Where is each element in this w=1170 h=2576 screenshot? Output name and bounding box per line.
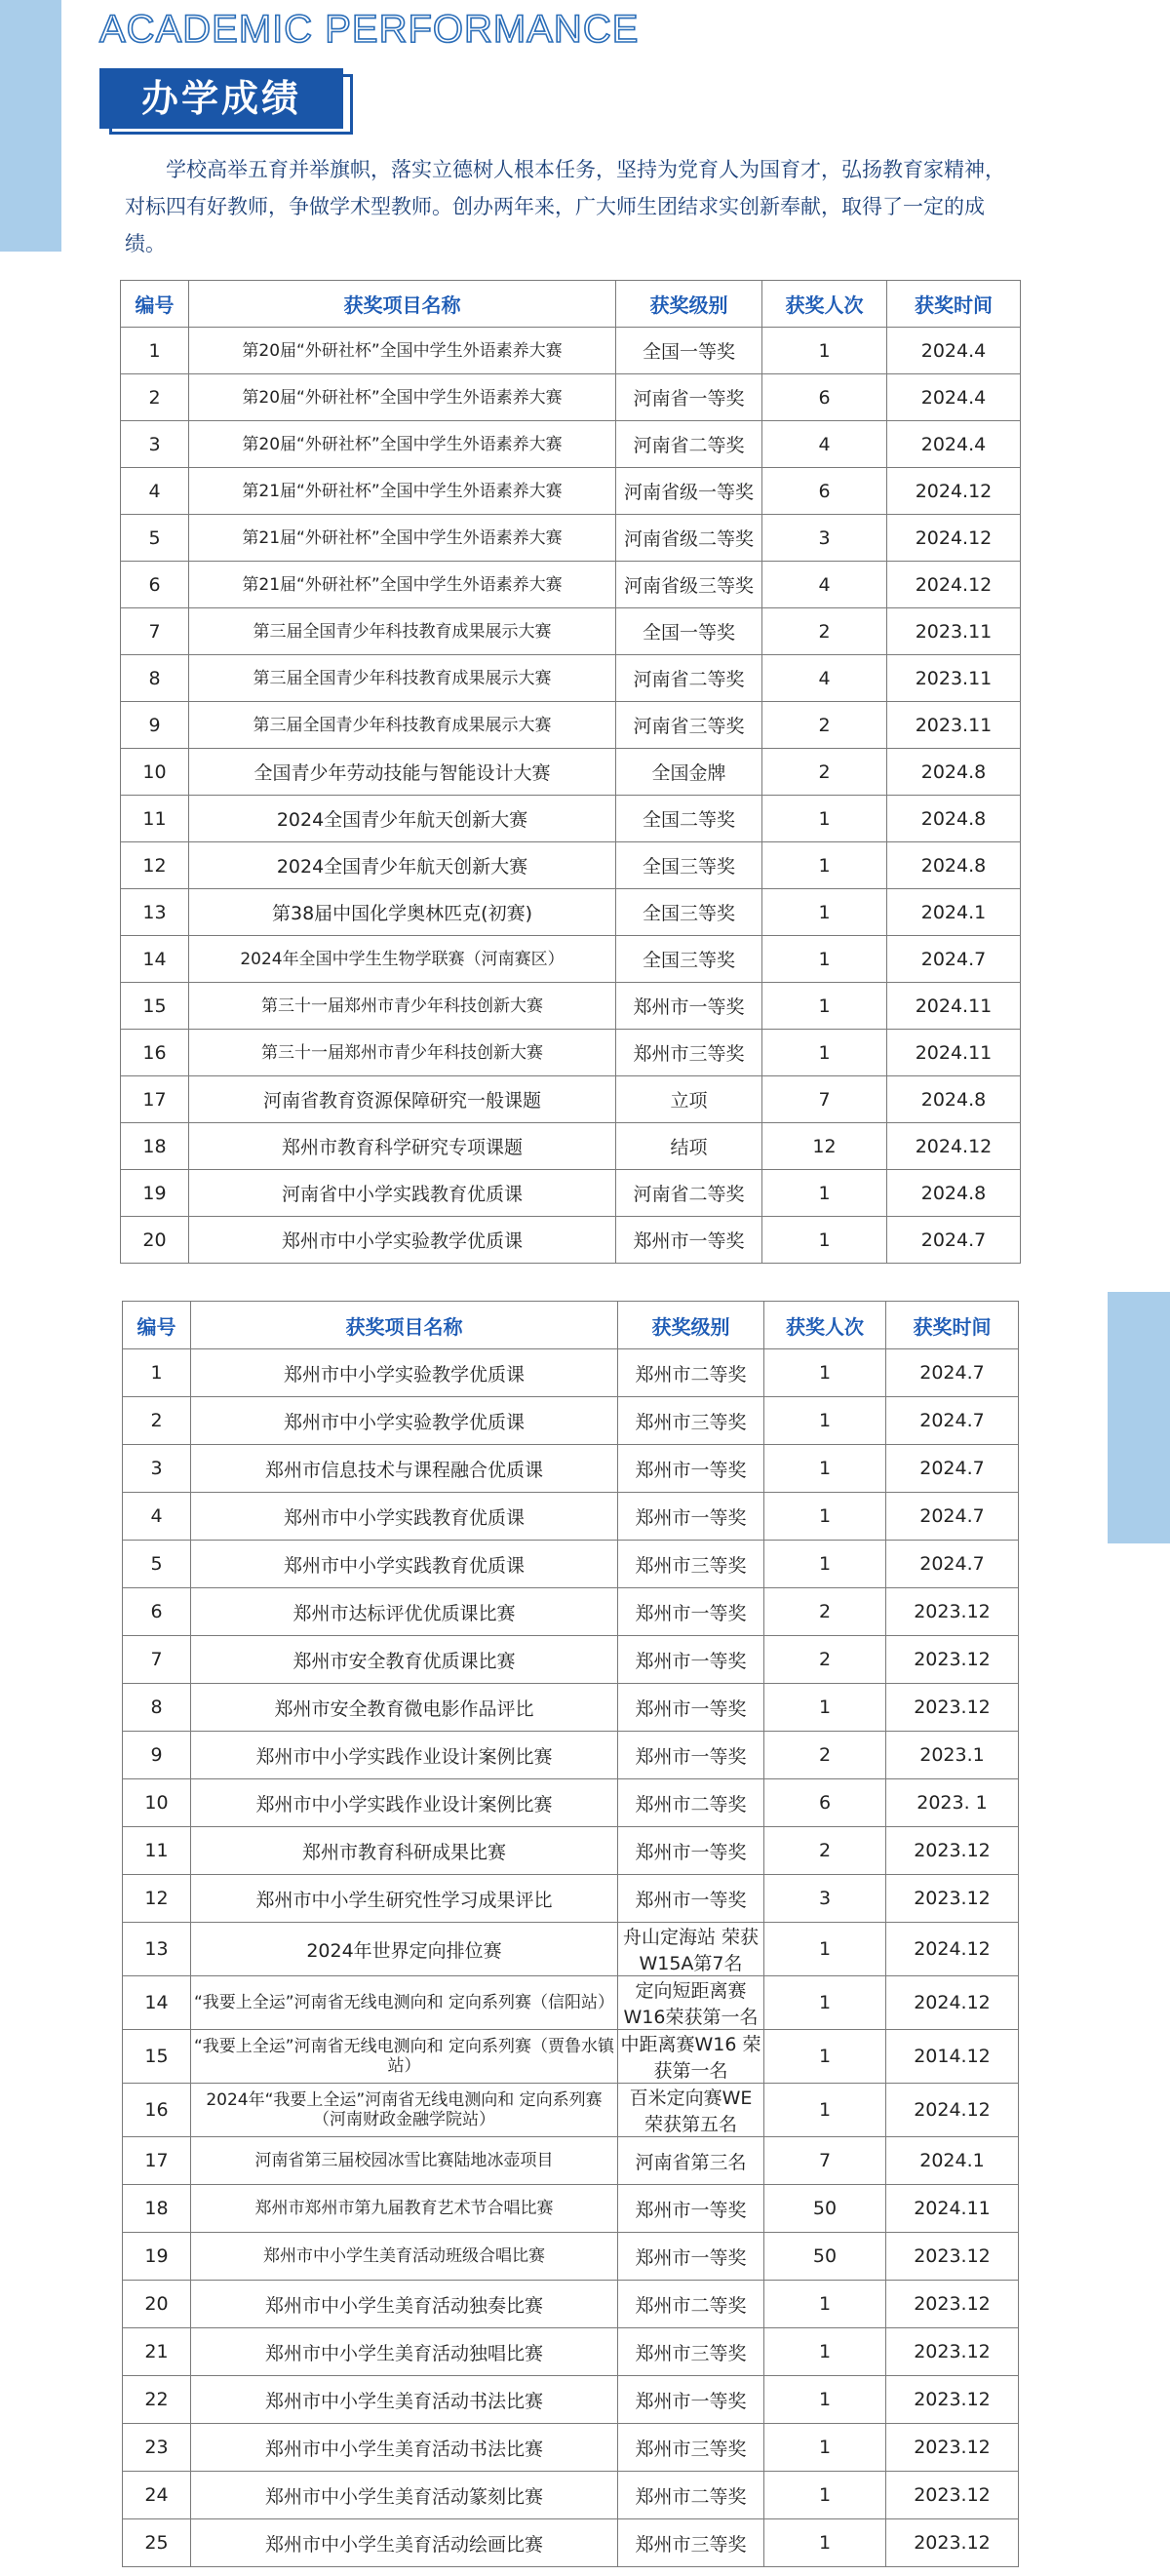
table-row: [121, 749, 1021, 796]
table-row: [121, 702, 1021, 749]
awards-table-1: [120, 280, 1021, 1264]
cell-name: 郑州市中小学生美育活动书法比赛: [191, 2376, 618, 2424]
cell-count: 1: [762, 1170, 887, 1217]
cell-time: 2024.12: [886, 2084, 1019, 2137]
cell-name: 郑州市安全教育微电影作品评比: [191, 1684, 618, 1732]
cell-name: 第三届全国青少年科技教育成果展示大赛: [189, 608, 616, 655]
cell-no: 6: [121, 562, 189, 608]
table-row: [123, 1349, 1019, 1397]
cell-level: 郑州市三等奖: [618, 2328, 764, 2376]
cell-count: 2: [764, 1732, 886, 1779]
cell-count: 3: [764, 1875, 886, 1923]
cell-count: 3: [762, 515, 887, 562]
table-row: [121, 1076, 1021, 1123]
cell-time: 2024.12: [886, 1976, 1019, 2030]
cell-count: 1: [764, 1541, 886, 1588]
cell-count: 1: [762, 1217, 887, 1264]
cell-level: 郑州市二等奖: [618, 2472, 764, 2519]
table-row: [121, 328, 1021, 374]
cell-level: 郑州市三等奖: [618, 2424, 764, 2472]
cell-level: 郑州市一等奖: [618, 1875, 764, 1923]
cell-count: 2: [764, 1827, 886, 1875]
cell-level: 郑州市三等奖: [618, 2519, 764, 2567]
cell-level: 全国一等奖: [616, 328, 762, 374]
cell-level: 全国二等奖: [616, 796, 762, 842]
table-row: [123, 1636, 1019, 1684]
cell-no: 1: [121, 328, 189, 374]
cell-no: 7: [123, 1636, 191, 1684]
cell-name: 郑州市中小学实践教育优质课: [191, 1493, 618, 1541]
table-row: [123, 2185, 1019, 2233]
cell-no: 20: [123, 2281, 191, 2328]
cell-count: 2: [762, 702, 887, 749]
table-row: [121, 655, 1021, 702]
cell-level: 全国三等奖: [616, 936, 762, 983]
cell-level: 全国金牌: [616, 749, 762, 796]
header-level: 获奖级别: [618, 1302, 764, 1349]
cell-time: 2023.12: [886, 2424, 1019, 2472]
cell-level: 郑州市一等奖: [616, 983, 762, 1030]
cell-time: 2023.11: [887, 608, 1021, 655]
cell-count: 2: [764, 1636, 886, 1684]
cell-no: 24: [123, 2472, 191, 2519]
cell-time: 2024.11: [886, 2185, 1019, 2233]
cell-count: 2: [762, 608, 887, 655]
cell-name: 第三届全国青少年科技教育成果展示大赛: [189, 655, 616, 702]
cell-level: 结项: [616, 1123, 762, 1170]
table-row: [123, 1779, 1019, 1827]
table-row: [121, 936, 1021, 983]
cell-name: 郑州市教育科学研究专项课题: [189, 1123, 616, 1170]
cell-level: 郑州市一等奖: [618, 1732, 764, 1779]
cell-level: 河南省二等奖: [616, 1170, 762, 1217]
cell-time: 2023.11: [887, 655, 1021, 702]
cell-no: 16: [121, 1030, 189, 1076]
cell-name: 郑州市教育科研成果比赛: [191, 1827, 618, 1875]
table-row: [121, 842, 1021, 889]
cell-count: 1: [764, 1349, 886, 1397]
cell-time: 2023.12: [886, 1588, 1019, 1636]
cell-time: 2024.4: [887, 374, 1021, 421]
decorative-side-bar-right: [1108, 1292, 1170, 1543]
cell-level: 郑州市一等奖: [616, 1217, 762, 1264]
cell-no: 6: [123, 1588, 191, 1636]
cell-time: 2024.4: [887, 421, 1021, 468]
chinese-title-block: [99, 68, 351, 135]
cell-level: 河南省级一等奖: [616, 468, 762, 515]
cell-no: 8: [123, 1684, 191, 1732]
cell-no: 18: [123, 2185, 191, 2233]
cell-count: 4: [762, 655, 887, 702]
table-row: [123, 1976, 1019, 2030]
chinese-title: 办学成绩: [99, 68, 343, 129]
cell-level: 全国三等奖: [616, 889, 762, 936]
cell-no: 15: [123, 2030, 191, 2084]
cell-time: 2024.7: [887, 936, 1021, 983]
cell-name: 郑州市安全教育优质课比赛: [191, 1636, 618, 1684]
cell-time: 2024.7: [886, 1397, 1019, 1445]
cell-level: 郑州市一等奖: [618, 1636, 764, 1684]
cell-no: 1: [123, 1349, 191, 1397]
cell-time: 2024.11: [887, 1030, 1021, 1076]
cell-no: 20: [121, 1217, 189, 1264]
cell-level: 河南省二等奖: [616, 655, 762, 702]
cell-level: 河南省级二等奖: [616, 515, 762, 562]
cell-count: 1: [762, 842, 887, 889]
table-row: [123, 1493, 1019, 1541]
cell-count: 2: [764, 1588, 886, 1636]
cell-level: 河南省一等奖: [616, 374, 762, 421]
cell-time: 2024.12: [887, 562, 1021, 608]
cell-name: 郑州市中小学实验教学优质课: [189, 1217, 616, 1264]
cell-time: 2023.12: [886, 2233, 1019, 2281]
decorative-side-bar-top: [0, 0, 61, 252]
cell-name: 2024全国青少年航天创新大赛: [189, 796, 616, 842]
cell-count: 1: [764, 2472, 886, 2519]
cell-count: 1: [762, 328, 887, 374]
cell-level: 立项: [616, 1076, 762, 1123]
cell-no: 13: [123, 1923, 191, 1976]
cell-level: 河南省第三名: [618, 2137, 764, 2185]
cell-name: 第三届全国青少年科技教育成果展示大赛: [189, 702, 616, 749]
cell-level: 郑州市二等奖: [618, 1349, 764, 1397]
cell-no: 14: [123, 1976, 191, 2030]
table-row: [123, 2281, 1019, 2328]
header-no: 编号: [121, 281, 189, 328]
cell-no: 12: [123, 1875, 191, 1923]
cell-level: 舟山定海站 荣获W15A第7名: [618, 1923, 764, 1976]
cell-level: 郑州市二等奖: [618, 2281, 764, 2328]
cell-no: 18: [121, 1123, 189, 1170]
cell-no: 22: [123, 2376, 191, 2424]
cell-level: 郑州市三等奖: [618, 1397, 764, 1445]
table-row: [121, 796, 1021, 842]
cell-level: 郑州市一等奖: [618, 2376, 764, 2424]
cell-time: 2024.7: [886, 1541, 1019, 1588]
table-row: [121, 421, 1021, 468]
cell-no: 19: [123, 2233, 191, 2281]
cell-name: “我要上全运”河南省无线电测向和 定向系列赛（贾鲁水镇站）: [191, 2030, 618, 2084]
cell-name: 郑州市中小学生美育活动篆刻比赛: [191, 2472, 618, 2519]
cell-time: 2024.7: [887, 1217, 1021, 1264]
cell-level: 郑州市三等奖: [616, 1030, 762, 1076]
cell-level: 河南省三等奖: [616, 702, 762, 749]
table-row: [123, 2424, 1019, 2472]
table-row: [123, 2519, 1019, 2567]
cell-name: 郑州市中小学实验教学优质课: [191, 1349, 618, 1397]
cell-name: 郑州市中小学生研究性学习成果评比: [191, 1875, 618, 1923]
table-header-row: [123, 1302, 1019, 1349]
cell-no: 9: [123, 1732, 191, 1779]
cell-count: 1: [764, 2328, 886, 2376]
cell-no: 5: [121, 515, 189, 562]
table-row: [121, 468, 1021, 515]
cell-time: 2023.12: [886, 2328, 1019, 2376]
cell-name: 郑州市中小学生美育活动独唱比赛: [191, 2328, 618, 2376]
cell-count: 7: [762, 1076, 887, 1123]
cell-name: 郑州市信息技术与课程融合优质课: [191, 1445, 618, 1493]
cell-time: 2023.1: [886, 1732, 1019, 1779]
table-row: [121, 1170, 1021, 1217]
cell-count: 7: [764, 2137, 886, 2185]
cell-name: 全国青少年劳动技能与智能设计大赛: [189, 749, 616, 796]
cell-level: 郑州市二等奖: [618, 1779, 764, 1827]
cell-count: 6: [762, 374, 887, 421]
table-row: [123, 2233, 1019, 2281]
cell-count: 4: [762, 562, 887, 608]
cell-time: 2024.7: [886, 1349, 1019, 1397]
header-count: 获奖人次: [762, 281, 887, 328]
cell-no: 23: [123, 2424, 191, 2472]
cell-time: 2023.12: [886, 2376, 1019, 2424]
table-row: [121, 1030, 1021, 1076]
cell-count: 1: [764, 1397, 886, 1445]
cell-time: 2023.12: [886, 1684, 1019, 1732]
header-no: 编号: [123, 1302, 191, 1349]
cell-time: 2014.12: [886, 2030, 1019, 2084]
cell-time: 2024.7: [886, 1445, 1019, 1493]
cell-count: 4: [762, 421, 887, 468]
cell-level: 百米定向赛WE 荣获第五名: [618, 2084, 764, 2137]
cell-time: 2024.1: [886, 2137, 1019, 2185]
cell-level: 定向短距离赛 W16荣获第一名: [618, 1976, 764, 2030]
cell-name: 第21届“外研社杯”全国中学生外语素养大赛: [189, 562, 616, 608]
cell-no: 21: [123, 2328, 191, 2376]
cell-no: 2: [123, 1397, 191, 1445]
cell-no: 16: [123, 2084, 191, 2137]
table-row: [123, 2084, 1019, 2137]
cell-name: 第20届“外研社杯”全国中学生外语素养大赛: [189, 421, 616, 468]
cell-count: 1: [764, 2519, 886, 2567]
cell-level: 郑州市一等奖: [618, 1588, 764, 1636]
cell-no: 13: [121, 889, 189, 936]
cell-time: 2024.12: [887, 468, 1021, 515]
header-time: 获奖时间: [886, 1302, 1019, 1349]
intro-paragraph: 学校高举五育并举旗帜，落实立德树人根本任务，坚持为党育人为国育才，弘扬教育家精神，对标四有好教师，争做学术型教师。创办两年来，广大师生团结求实创新奉献，取得了一定的成绩。: [125, 158, 1005, 255]
cell-name: 第三十一届郑州市青少年科技创新大赛: [189, 983, 616, 1030]
cell-name: 郑州市中小学实践作业设计案例比赛: [191, 1779, 618, 1827]
table-row: [123, 1588, 1019, 1636]
cell-name: 河南省教育资源保障研究一般课题: [189, 1076, 616, 1123]
cell-level: 郑州市一等奖: [618, 1445, 764, 1493]
cell-no: 25: [123, 2519, 191, 2567]
cell-level: 郑州市一等奖: [618, 1827, 764, 1875]
table-row: [121, 983, 1021, 1030]
cell-name: 郑州市中小学生美育活动书法比赛: [191, 2424, 618, 2472]
cell-count: 1: [764, 2281, 886, 2328]
cell-name: 第21届“外研社杯”全国中学生外语素养大赛: [189, 515, 616, 562]
cell-no: 10: [121, 749, 189, 796]
table-row: [123, 1732, 1019, 1779]
cell-level: 郑州市一等奖: [618, 2233, 764, 2281]
cell-time: 2024.12: [887, 1123, 1021, 1170]
cell-no: 4: [121, 468, 189, 515]
cell-count: 1: [764, 2030, 886, 2084]
table-row: [121, 1123, 1021, 1170]
cell-time: 2024.8: [887, 796, 1021, 842]
cell-time: 2024.8: [887, 1076, 1021, 1123]
table-row: [123, 1541, 1019, 1588]
table-row: [123, 1827, 1019, 1875]
table-row: [121, 515, 1021, 562]
cell-name: 河南省第三届校园冰雪比赛陆地冰壶项目: [191, 2137, 618, 2185]
cell-name: 第三十一届郑州市青少年科技创新大赛: [189, 1030, 616, 1076]
cell-time: 2023.12: [886, 2281, 1019, 2328]
cell-name: 郑州市中小学实践教育优质课: [191, 1541, 618, 1588]
cell-count: 12: [762, 1123, 887, 1170]
table-row: [123, 1397, 1019, 1445]
cell-count: 1: [764, 1684, 886, 1732]
cell-no: 9: [121, 702, 189, 749]
cell-name: 郑州市郑州市第九届教育艺术节合唱比赛: [191, 2185, 618, 2233]
cell-count: 1: [764, 1493, 886, 1541]
cell-name: 2024年世界定向排位赛: [191, 1923, 618, 1976]
cell-time: 2023.12: [886, 2519, 1019, 2567]
cell-name: “我要上全运”河南省无线电测向和 定向系列赛（信阳站）: [191, 1976, 618, 2030]
table-row: [123, 1923, 1019, 1976]
cell-level: 中距离赛W16 荣获第一名: [618, 2030, 764, 2084]
cell-no: 15: [121, 983, 189, 1030]
cell-no: 2: [121, 374, 189, 421]
table-row: [123, 2030, 1019, 2084]
cell-count: 1: [764, 1923, 886, 1976]
cell-time: 2023.12: [886, 1636, 1019, 1684]
cell-level: 郑州市一等奖: [618, 1493, 764, 1541]
cell-count: 1: [764, 2084, 886, 2137]
cell-level: 郑州市一等奖: [618, 2185, 764, 2233]
cell-count: 1: [764, 2376, 886, 2424]
cell-name: 郑州市中小学生美育活动绘画比赛: [191, 2519, 618, 2567]
header-name: 获奖项目名称: [189, 281, 616, 328]
cell-count: 1: [762, 983, 887, 1030]
cell-count: 1: [762, 1030, 887, 1076]
cell-time: 2023. 1: [886, 1779, 1019, 1827]
cell-count: 1: [764, 1445, 886, 1493]
cell-time: 2024.12: [886, 1923, 1019, 1976]
header-name: 获奖项目名称: [191, 1302, 618, 1349]
cell-name: 郑州市达标评优优质课比赛: [191, 1588, 618, 1636]
cell-name: 郑州市中小学实验教学优质课: [191, 1397, 618, 1445]
cell-count: 50: [764, 2185, 886, 2233]
table-row: [121, 562, 1021, 608]
cell-no: 14: [121, 936, 189, 983]
cell-no: 3: [123, 1445, 191, 1493]
cell-time: 2024.12: [887, 515, 1021, 562]
cell-level: 郑州市一等奖: [618, 1684, 764, 1732]
table-row: [123, 2376, 1019, 2424]
cell-time: 2024.4: [887, 328, 1021, 374]
cell-no: 11: [121, 796, 189, 842]
cell-no: 4: [123, 1493, 191, 1541]
table-row: [121, 889, 1021, 936]
cell-level: 全国三等奖: [616, 842, 762, 889]
cell-no: 7: [121, 608, 189, 655]
cell-count: 6: [762, 468, 887, 515]
table-row: [121, 1217, 1021, 1264]
table-header-row: [121, 281, 1021, 328]
cell-time: 2023.11: [887, 702, 1021, 749]
cell-time: 2024.8: [887, 1170, 1021, 1217]
table-row: [123, 2137, 1019, 2185]
cell-count: 1: [764, 1976, 886, 2030]
cell-name: 郑州市中小学生美育活动独奏比赛: [191, 2281, 618, 2328]
cell-level: 河南省二等奖: [616, 421, 762, 468]
cell-no: 11: [123, 1827, 191, 1875]
cell-name: 郑州市中小学生美育活动班级合唱比赛: [191, 2233, 618, 2281]
cell-time: 2024.7: [886, 1493, 1019, 1541]
cell-count: 2: [762, 749, 887, 796]
cell-level: 全国一等奖: [616, 608, 762, 655]
cell-time: 2024.8: [887, 842, 1021, 889]
cell-time: 2023.12: [886, 1875, 1019, 1923]
table-row: [123, 2472, 1019, 2519]
cell-no: 12: [121, 842, 189, 889]
cell-level: 郑州市三等奖: [618, 1541, 764, 1588]
cell-name: 2024全国青少年航天创新大赛: [189, 842, 616, 889]
cell-no: 17: [121, 1076, 189, 1123]
cell-time: 2024.1: [887, 889, 1021, 936]
cell-time: 2023.12: [886, 1827, 1019, 1875]
cell-name: 第20届“外研社杯”全国中学生外语素养大赛: [189, 328, 616, 374]
cell-name: 第38届中国化学奥林匹克(初赛): [189, 889, 616, 936]
cell-level: 河南省级三等奖: [616, 562, 762, 608]
cell-name: 河南省中小学实践教育优质课: [189, 1170, 616, 1217]
cell-count: 6: [764, 1779, 886, 1827]
cell-count: 50: [764, 2233, 886, 2281]
english-title: ACADEMIC PERFORMANCE: [99, 8, 640, 51]
table-row: [123, 1684, 1019, 1732]
header-count: 获奖人次: [764, 1302, 886, 1349]
cell-no: 8: [121, 655, 189, 702]
cell-no: 17: [123, 2137, 191, 2185]
awards-table-2: [122, 1301, 1019, 2567]
table-row: [121, 608, 1021, 655]
cell-count: 1: [762, 889, 887, 936]
table-row: [121, 374, 1021, 421]
cell-name: 第20届“外研社杯”全国中学生外语素养大赛: [189, 374, 616, 421]
table-row: [123, 1445, 1019, 1493]
cell-name: 第21届“外研社杯”全国中学生外语素养大赛: [189, 468, 616, 515]
header-time: 获奖时间: [887, 281, 1021, 328]
cell-no: 19: [121, 1170, 189, 1217]
cell-count: 1: [762, 796, 887, 842]
cell-count: 1: [764, 2424, 886, 2472]
cell-name: 2024年全国中学生生物学联赛（河南赛区）: [189, 936, 616, 983]
cell-name: 郑州市中小学实践作业设计案例比赛: [191, 1732, 618, 1779]
cell-count: 1: [762, 936, 887, 983]
table-row: [123, 2328, 1019, 2376]
cell-time: 2023.12: [886, 2472, 1019, 2519]
cell-no: 10: [123, 1779, 191, 1827]
cell-name: 2024年“我要上全运”河南省无线电测向和 定向系列赛（河南财政金融学院站）: [191, 2084, 618, 2137]
cell-time: 2024.11: [887, 983, 1021, 1030]
cell-no: 5: [123, 1541, 191, 1588]
cell-time: 2024.8: [887, 749, 1021, 796]
table-row: [123, 1875, 1019, 1923]
cell-no: 3: [121, 421, 189, 468]
header-level: 获奖级别: [616, 281, 762, 328]
